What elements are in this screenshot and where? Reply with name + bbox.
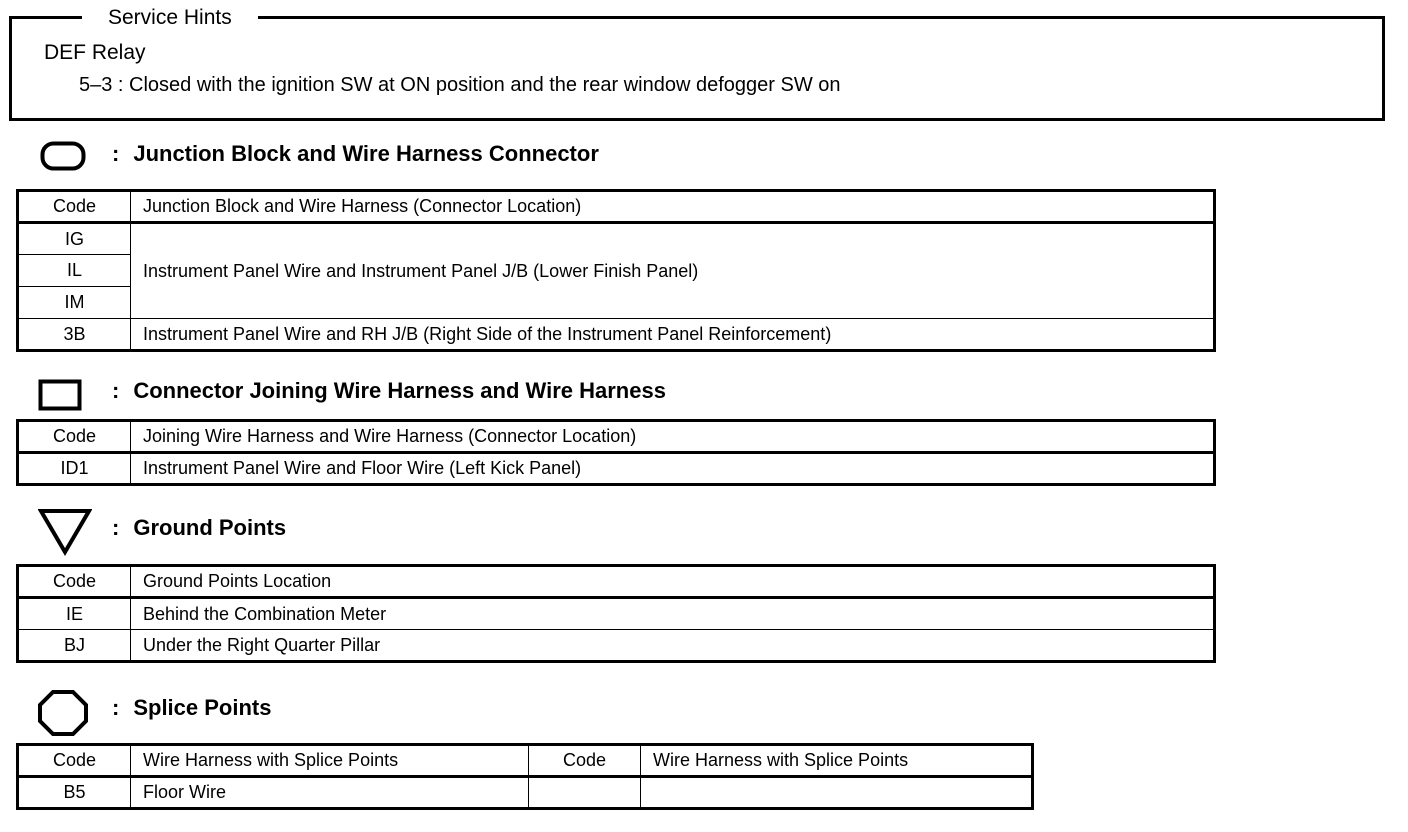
header-code-2: Code (529, 745, 641, 777)
table-header-row (18, 566, 1215, 598)
header-wire-harness: Wire Harness with Splice Points (131, 745, 529, 777)
heading-colon: : (112, 378, 120, 403)
code-cell: ID1 (18, 453, 131, 485)
table-header-row (18, 191, 1215, 223)
rectangle-icon (38, 379, 82, 411)
heading-colon: : (112, 695, 120, 720)
joining-section-heading (112, 378, 666, 404)
table-row (18, 319, 1215, 351)
splice-section-heading (112, 695, 271, 721)
code-cell: IM (18, 287, 131, 319)
location-cell: Instrument Panel Wire and Floor Wire (Left Kick Panel) (131, 453, 1215, 485)
table-row (18, 777, 1033, 809)
table-row (18, 453, 1215, 485)
section-title: Splice Points (133, 695, 272, 720)
code-cell: BJ (18, 630, 131, 662)
joining-table (16, 419, 1216, 486)
section-title: Connector Joining Wire Harness and Wire Harness (133, 378, 666, 403)
junction-table (16, 189, 1216, 352)
header-code: Code (18, 421, 131, 453)
table-row (18, 630, 1215, 662)
location-cell: Under the Right Quarter Pillar (131, 630, 1215, 662)
section-title: Junction Block and Wire Harness Connector (133, 141, 599, 166)
table-row (18, 598, 1215, 630)
code-cell: B5 (18, 777, 131, 809)
splice-table (16, 743, 1034, 810)
heading-colon: : (112, 515, 120, 540)
octagon-icon (37, 689, 89, 737)
junction-section-heading (112, 141, 599, 167)
header-code: Code (18, 745, 131, 777)
header-code: Code (18, 566, 131, 598)
header-location: Ground Points Location (131, 566, 1215, 598)
wire-harness-cell: Floor Wire (131, 777, 529, 809)
location-cell: Instrument Panel Wire and RH J/B (Right Side of the Instrument Panel Reinforcement) (131, 319, 1215, 351)
service-hints-line: 5–3 : Closed with the ignition SW at ON position and the rear window defogger SW on (79, 74, 841, 96)
header-wire-harness-2: Wire Harness with Splice Points (641, 745, 1033, 777)
header-location: Junction Block and Wire Harness (Connector Location) (131, 191, 1215, 223)
triangle-down-icon (38, 508, 92, 556)
ground-table (16, 564, 1216, 663)
wire-harness-cell-2 (641, 777, 1033, 809)
location-cell: Instrument Panel Wire and Instrument Panel J/B (Lower Finish Panel) (131, 223, 1215, 319)
code-cell: IE (18, 598, 131, 630)
table-row (18, 223, 1215, 255)
service-hints-legend: Service Hints (82, 5, 258, 31)
code-cell-2 (529, 777, 641, 809)
section-title: Ground Points (133, 515, 287, 540)
code-cell: 3B (18, 319, 131, 351)
table-header-row (18, 745, 1033, 777)
heading-colon: : (112, 141, 120, 166)
header-location: Joining Wire Harness and Wire Harness (Connector Location) (131, 421, 1215, 453)
code-cell: IG (18, 223, 131, 255)
table-header-row (18, 421, 1215, 453)
ground-section-heading (112, 515, 286, 541)
code-cell: IL (18, 255, 131, 287)
rounded-rectangle-icon (40, 141, 86, 171)
header-code: Code (18, 191, 131, 223)
service-hints-box (9, 6, 1385, 121)
service-hints-subtitle: DEF Relay (44, 41, 146, 64)
location-cell: Behind the Combination Meter (131, 598, 1215, 630)
